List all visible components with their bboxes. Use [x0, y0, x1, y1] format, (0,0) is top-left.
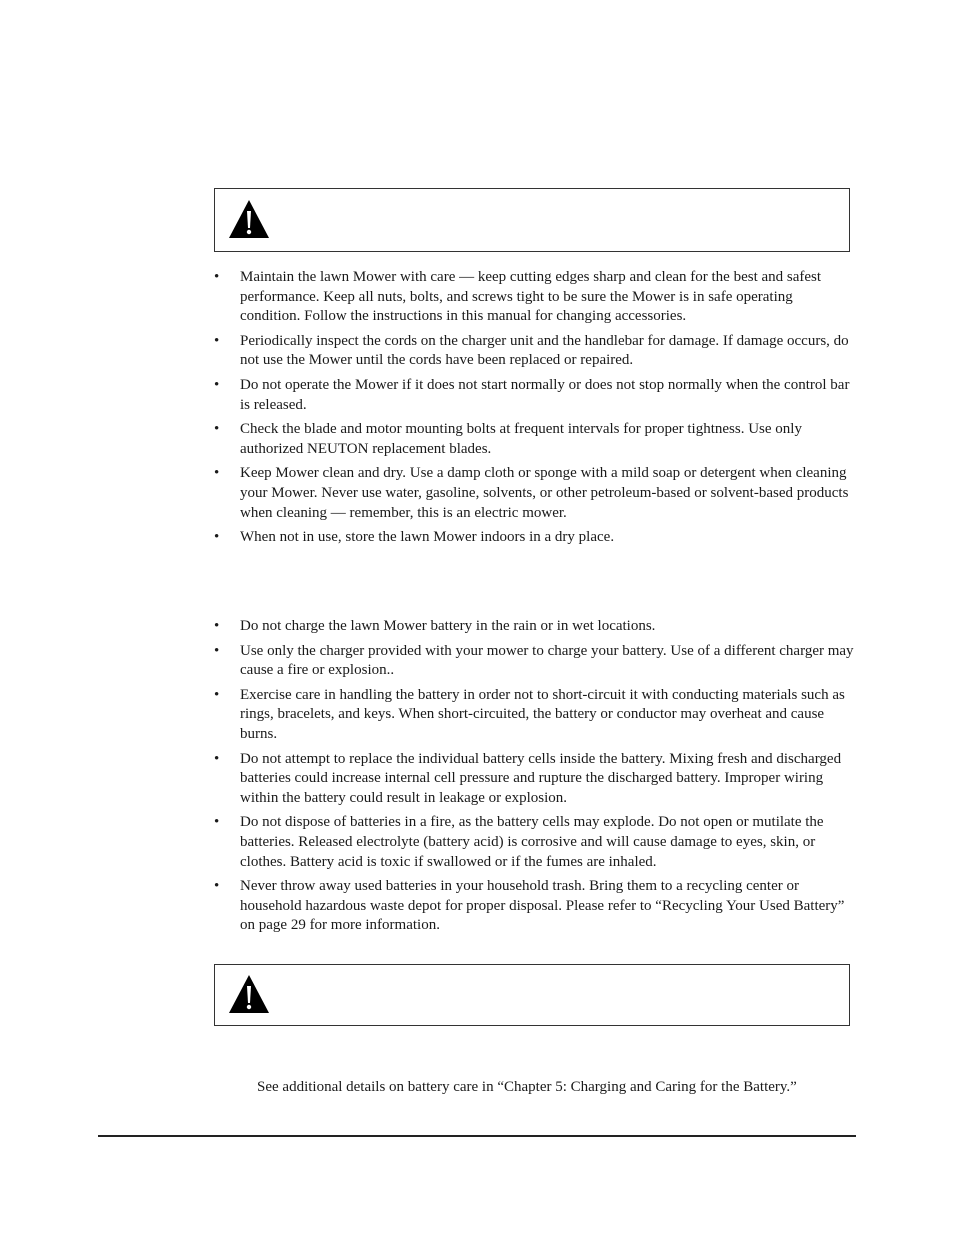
list-item: • Do not charge the lawn Mower battery in the rain or in wet locations.: [214, 617, 854, 637]
bullet: •: [214, 618, 220, 634]
bullet: •: [214, 376, 220, 393]
warning-triangle-icon: [227, 198, 271, 240]
list-item: • Do not attempt to replace the individual battery cells inside the battery. Mixing fresh and discharged batteries could increase internal cell pressure and rupture the discharged battery. Improper wiring within the battery could result in leakage or explosion.: [214, 750, 842, 806]
warning-box-maintenance: [214, 188, 850, 252]
list-item: • Keep Mower clean and dry. Use a damp cloth or sponge with a mild soap or detergent when cleaning your Mower. Never use water, gasoline, solvents, or other petroleum-based or solvent-based products when cleaning — remember, this is an electric mower.: [214, 465, 849, 521]
bullet: •: [214, 332, 220, 349]
bullet: •: [214, 750, 220, 767]
list-item: • Periodically inspect the cords on the charger unit and the handlebar for damage. If damage occurs, do not use the Mower until the cords have been replaced or repaired.: [214, 332, 849, 369]
bullet: •: [214, 465, 220, 482]
bullet: •: [214, 642, 220, 659]
list-item: • When not in use, store the lawn Mower indoors in a dry place.: [214, 528, 854, 548]
bullet: •: [214, 529, 220, 546]
maintenance-list: [214, 268, 854, 548]
list-item: • Never throw away used batteries in your household trash. Bring them to a recycling center or household hazardous waste depot for proper disposal. Please refer to “Recycling Your Used Battery” on page 29 for more information.: [214, 878, 845, 934]
battery-care-note: See additional details on battery care in “Chapter 5: Charging and Caring for the Battery.”: [257, 1079, 797, 1095]
warning-triangle-icon: [227, 973, 271, 1015]
bullet: •: [214, 686, 220, 703]
warning-box-battery: [214, 964, 850, 1026]
bullet: •: [214, 421, 220, 438]
battery-safety-list: [214, 617, 854, 936]
footer-rule: [98, 1135, 856, 1137]
list-item: • Check the blade and motor mounting bolts at frequent intervals for proper tightness. Use only authorized NEUTON replacement blades.: [214, 421, 802, 457]
list-item: • Maintain the lawn Mower with care — keep cutting edges sharp and clean for the best and safest performance. Keep all nuts, bolts, and screws tight to be sure the Mower is in safe operating condition. Follow the instructions in this manual for changing accessories.: [214, 269, 822, 325]
list-item: • Do not operate the Mower if it does not start normally or does not stop normally when the control bar is released.: [214, 376, 850, 413]
bullet: •: [214, 878, 220, 895]
list-item: • Use only the charger provided with your mower to charge your battery. Use of a different charger may cause a fire or explosion..: [214, 642, 854, 679]
bullet: •: [214, 269, 220, 285]
list-item: • Do not dispose of batteries in a fire, as the battery cells may explode. Do not open or mutilate the batteries. Released electrolyte (battery acid) is corrosive and will cause damage to eyes, skin, or clothes. Battery acid is toxic if swallowed or if the fumes are inhaled.: [214, 814, 824, 870]
list-item: • Exercise care in handling the battery in order not to short-circuit it with conducting materials such as rings, bracelets, and keys. When short-circuited, the battery or conductor may overheat and cause burns.: [214, 686, 845, 742]
bullet: •: [214, 814, 220, 831]
